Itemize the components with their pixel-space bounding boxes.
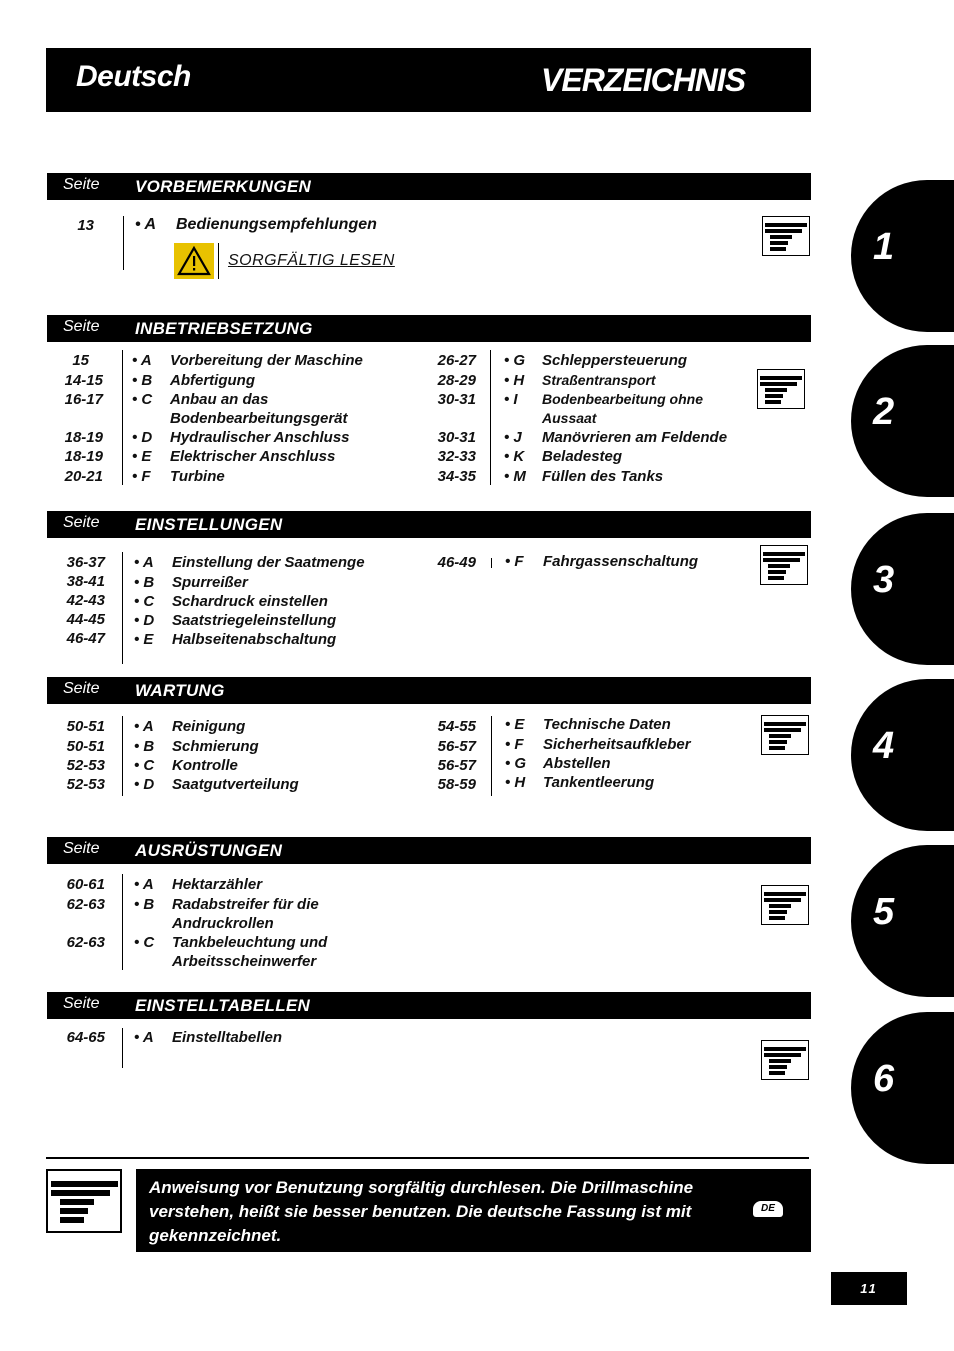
divider bbox=[490, 350, 491, 485]
toc-entry[interactable]: • D Saatgutverteilung bbox=[134, 776, 299, 793]
header-bar bbox=[46, 48, 811, 112]
toc-entry-continuation: Andruckrollen bbox=[172, 915, 274, 932]
toc-entry[interactable]: • A Einstelltabellen bbox=[134, 1029, 283, 1046]
page-ref: 60-61 bbox=[66, 876, 105, 893]
toc-entry[interactable]: • K Beladesteg bbox=[504, 448, 623, 465]
seite-label: Seite bbox=[63, 514, 100, 531]
footer-note-text: Anweisung vor Benutzung sorgfältig durchlesen. Die Drillmaschine verstehen, heißt sie besser benutzen. Die deutsche Fassung ist mit gekennzeichnet. bbox=[149, 1178, 694, 1245]
toc-entry[interactable]: • J Manövrieren am Feldende bbox=[504, 429, 728, 446]
page-ref: 46-49 bbox=[437, 554, 476, 571]
section-header-ausruestungen bbox=[47, 837, 811, 864]
toc-entry[interactable]: • M Füllen des Tanks bbox=[504, 468, 664, 485]
section-title: EINSTELLTABELLEN bbox=[135, 996, 311, 1015]
page-ref: 46-47 bbox=[66, 630, 105, 647]
toc-entry[interactable]: • D Hydraulischer Anschluss bbox=[132, 429, 350, 446]
page-ref: 42-43 bbox=[66, 592, 105, 609]
page-ref: 36-37 bbox=[66, 554, 105, 571]
page-ref: 18-19 bbox=[64, 429, 103, 446]
page-ref: 50-51 bbox=[66, 738, 105, 755]
toc-entry[interactable]: • H Straßentransport bbox=[504, 372, 656, 389]
toc-entry[interactable]: • E Technische Daten bbox=[505, 716, 671, 733]
toc-entry[interactable]: • H Tankentleerung bbox=[505, 774, 655, 791]
divider bbox=[122, 350, 123, 485]
toc-entry[interactable]: • B Radabstreifer für die bbox=[134, 896, 319, 913]
page-ref: 18-19 bbox=[64, 448, 103, 465]
section-header-wartung bbox=[47, 677, 811, 704]
toc-entry[interactable]: • B Spurreißer bbox=[134, 574, 248, 591]
toc-entry[interactable]: • G Schleppersteuerung bbox=[504, 352, 688, 369]
chapter-tab-6[interactable]: 6 bbox=[851, 1012, 954, 1164]
page-ref: 38-41 bbox=[66, 573, 105, 590]
seite-label: Seite bbox=[63, 176, 100, 193]
page-ref: 44-45 bbox=[66, 611, 105, 628]
read-manual-icon bbox=[762, 216, 810, 256]
toc-entry[interactable]: • C Anbau an das bbox=[132, 391, 269, 408]
divider bbox=[122, 874, 123, 970]
de-badge: DE bbox=[753, 1201, 783, 1217]
footer-rule bbox=[46, 1157, 809, 1159]
toc-entry[interactable]: • I Bodenbearbeitung ohne bbox=[504, 391, 703, 408]
read-manual-icon bbox=[761, 715, 809, 755]
chapter-tab-2[interactable]: 2 bbox=[851, 345, 954, 497]
read-manual-icon bbox=[757, 369, 805, 409]
toc-entry[interactable]: • A Einstellung der Saatmenge bbox=[134, 554, 365, 571]
read-manual-icon bbox=[761, 885, 809, 925]
toc-entry[interactable]: • C Tankbeleuchtung und bbox=[134, 934, 328, 951]
divider bbox=[491, 716, 492, 796]
section-header-inbetriebsetzung bbox=[47, 315, 811, 342]
toc-entry-continuation: Arbeitsscheinwerfer bbox=[172, 953, 317, 970]
divider bbox=[218, 243, 219, 279]
toc-entry[interactable]: • F Turbine bbox=[132, 468, 225, 485]
seite-label: Seite bbox=[63, 840, 100, 857]
toc-entry[interactable]: • B Schmierung bbox=[134, 738, 259, 755]
page-ref: 56-57 bbox=[437, 738, 476, 755]
toc-entry[interactable]: • A Reinigung bbox=[134, 718, 246, 735]
divider bbox=[122, 552, 123, 664]
toc-entry[interactable]: • A Vorbereitung der Maschine bbox=[132, 352, 363, 369]
read-carefully-link[interactable]: SORGFÄLTIG LESEN bbox=[228, 252, 395, 269]
page-title: VERZEICHNIS bbox=[541, 62, 746, 98]
chapter-tab-5[interactable]: 5 bbox=[851, 845, 954, 997]
section-header-vorbemerkungen bbox=[47, 173, 811, 200]
chapter-tab-3[interactable]: 3 bbox=[851, 513, 954, 665]
seite-label: Seite bbox=[63, 995, 100, 1012]
toc-entry[interactable]: • B Abfertigung bbox=[132, 372, 255, 389]
toc-entry[interactable]: • C Kontrolle bbox=[134, 757, 238, 774]
language-label: Deutsch bbox=[76, 60, 191, 93]
page-ref: 64-65 bbox=[66, 1029, 105, 1046]
section-title: INBETRIEBSETZUNG bbox=[135, 319, 313, 338]
section-title: VORBEMERKUNGEN bbox=[135, 177, 312, 196]
page-ref: 62-63 bbox=[66, 896, 105, 913]
toc-entry[interactable]: • E Elektrischer Anschluss bbox=[132, 448, 336, 465]
section-title: EINSTELLUNGEN bbox=[135, 515, 283, 534]
page-ref: 52-53 bbox=[66, 757, 105, 774]
read-manual-icon bbox=[46, 1169, 122, 1233]
chapter-tab-1[interactable]: 1 bbox=[851, 180, 954, 332]
toc-entry[interactable]: • F Fahrgassenschaltung bbox=[505, 553, 699, 570]
page-ref: 54-55 bbox=[437, 718, 476, 735]
divider bbox=[122, 1028, 123, 1068]
page-ref: 20-21 bbox=[64, 468, 103, 485]
divider bbox=[491, 558, 492, 568]
toc-entry[interactable]: • A Hektarzähler bbox=[134, 876, 263, 893]
seite-label: Seite bbox=[63, 680, 100, 697]
divider bbox=[123, 216, 124, 270]
page-ref: 62-63 bbox=[66, 934, 105, 951]
read-manual-icon bbox=[760, 545, 808, 585]
section-title: WARTUNG bbox=[135, 681, 225, 700]
section-header-einstellungen bbox=[47, 511, 811, 538]
page-ref: 58-59 bbox=[437, 776, 476, 793]
divider bbox=[122, 716, 123, 796]
page-ref: 30-31 bbox=[437, 429, 476, 446]
page-ref: 15 bbox=[72, 352, 89, 369]
section-header-einstelltabellen bbox=[47, 992, 811, 1019]
toc-entry[interactable]: • E Halbseitenabschaltung bbox=[134, 631, 337, 648]
toc-entry[interactable]: • D Saatstriegeleinstellung bbox=[134, 612, 337, 629]
page-ref: 56-57 bbox=[437, 757, 476, 774]
page-ref: 34-35 bbox=[437, 468, 476, 485]
page-ref: 30-31 bbox=[437, 391, 476, 408]
toc-entry[interactable]: • C Schardruck einstellen bbox=[134, 593, 328, 610]
toc-entry[interactable]: • G Abstellen bbox=[505, 755, 611, 772]
seite-label: Seite bbox=[63, 318, 100, 335]
page-ref: 28-29 bbox=[437, 372, 476, 389]
page-ref: 14-15 bbox=[64, 372, 103, 389]
warning-icon bbox=[174, 243, 214, 279]
page-ref: 52-53 bbox=[66, 776, 105, 793]
page-ref: 32-33 bbox=[437, 448, 476, 465]
page-number: 11 bbox=[831, 1272, 907, 1305]
toc-entry[interactable]: • F Sicherheitsaufkleber bbox=[505, 736, 691, 753]
toc-entry-continuation: Bodenbearbeitungsgerät bbox=[170, 410, 348, 427]
footer-note bbox=[136, 1169, 811, 1252]
toc-entry[interactable]: • A Bedienungsempfehlungen bbox=[135, 216, 377, 233]
section-title: AUSRÜSTUNGEN bbox=[135, 841, 283, 860]
read-manual-icon bbox=[761, 1040, 809, 1080]
chapter-tab-4[interactable]: 4 bbox=[851, 679, 954, 831]
page-ref: 16-17 bbox=[64, 391, 103, 408]
page-ref: 13 bbox=[77, 217, 94, 234]
page-ref: 50-51 bbox=[66, 718, 105, 735]
page-ref: 26-27 bbox=[437, 352, 476, 369]
toc-entry-continuation: Aussaat bbox=[542, 410, 597, 426]
